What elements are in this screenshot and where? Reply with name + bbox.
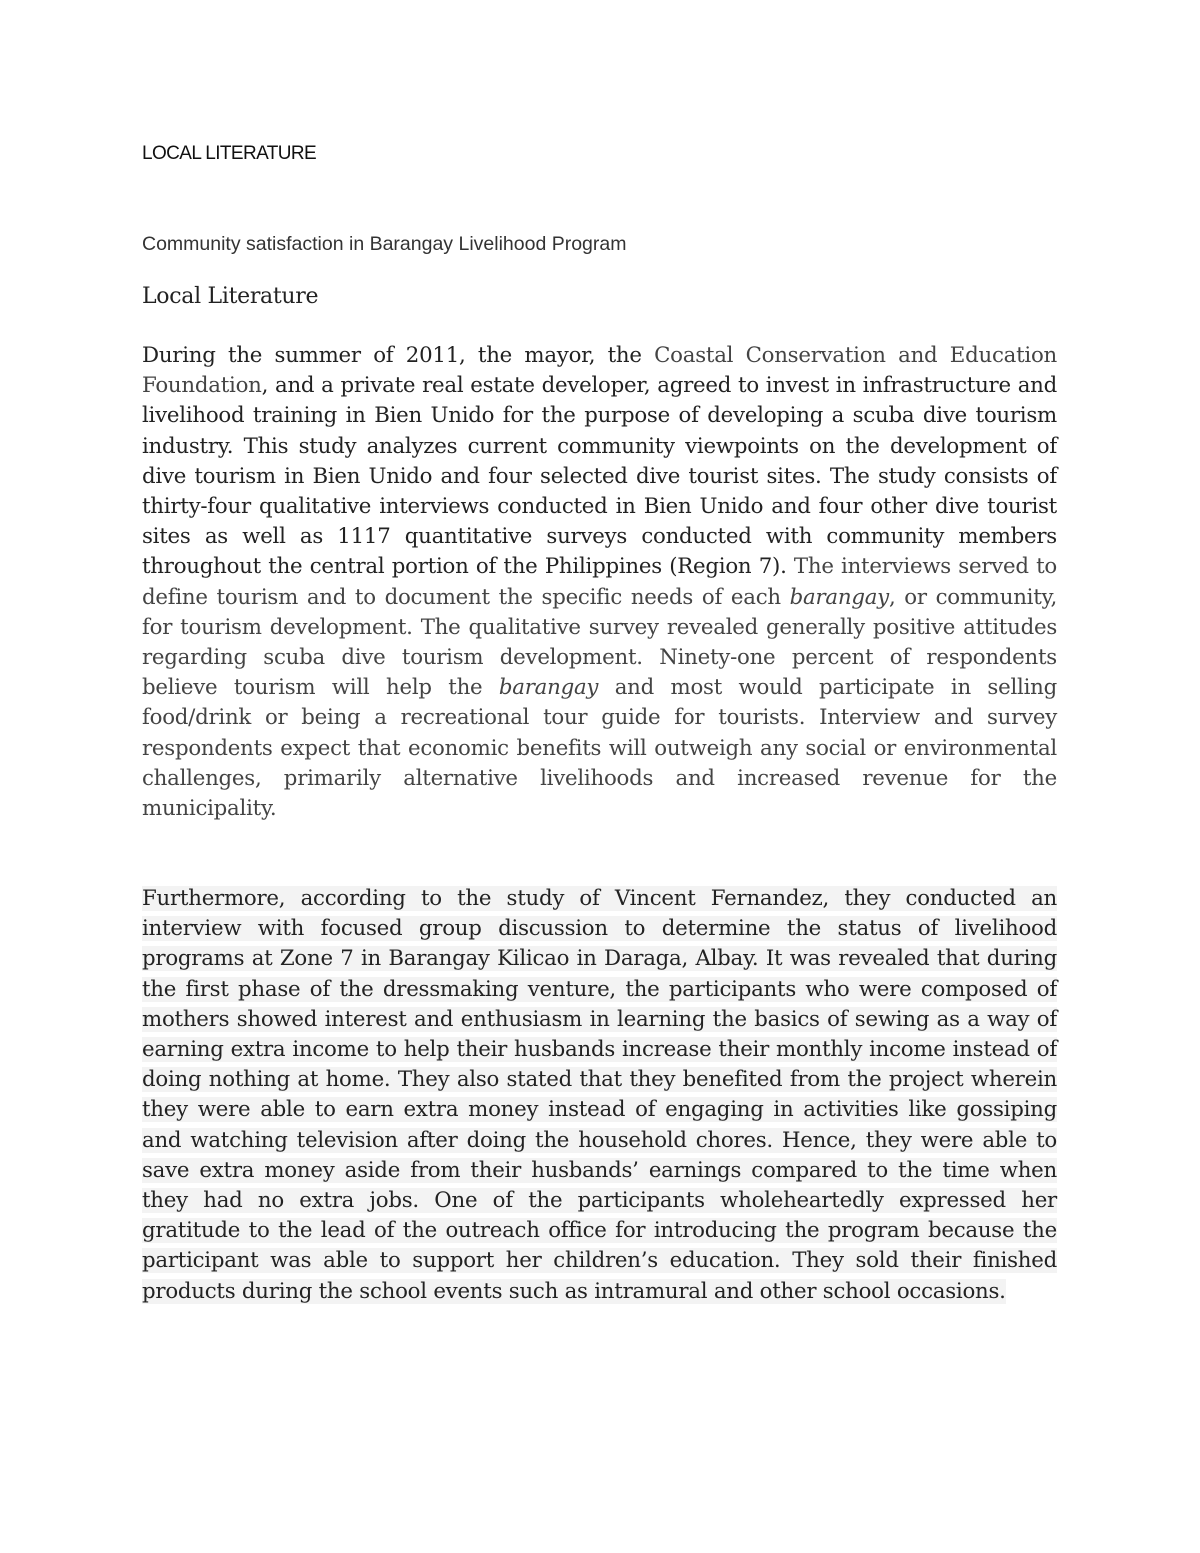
section-title: Local Literature [142,284,319,309]
paragraph-1-text-a: During the summer of 2011, the mayor, the [142,343,655,368]
paragraph-1-text-c: The interviews served to define tourism and to document the specific needs of each [142,554,1057,610]
paragraph-1-text-e: and most would participate in selling food/drink or being a recreational tour guide for tourists. Interview and survey respondents expect that economic benefits will outweigh any social or environmental challenges, primarily alternative livelihoods and increased revenue for the municipality. [142,675,1057,822]
paragraph-1-text-d: , or community, for tourism development. The qualitative survey revealed generally positive attitudes regarding scuba dive tourism development. Ninety-one percent of respondents believe tourism will help the [142,584,1057,701]
paragraph-2 [142,884,1057,1307]
paragraph-1-text-b: , and a private real estate developer, agreed to invest in infrastructure and livelihood training in Bien Unido for the purpose of developing a scuba dive tourism industry. This study analyzes current community viewpoints on the development of dive tourism in Bien Unido and four selected dive tourist sites. The study consists of thirty-four qualitative interviews conducted in Bien Unido and four other dive tourist sites as well as 1117 quantitative surveys conducted with community members throughout the central portion of the Philippines (Region 7). [142,373,1057,580]
organization-name: Coastal Conservation and Education Foundation [142,343,1057,399]
document-subtitle: Community satisfaction in Barangay Livelihood Program [142,233,627,255]
paragraph-2-text: Furthermore, according to the study of Vincent Fernandez, they conducted an interview with focused group discussion to determine the status of livelihood programs at Zone 7 in Barangay Kilicao in Daraga, Albay. It was revealed that during the first phase of the dressmaking venture, the participants who were composed of mothers showed interest and enthusiasm in learning the basics of sewing as a way of earning extra income to help their husbands increase their monthly income instead of doing nothing at home. They also stated that they benefited from the project wherein they were able to earn extra money instead of engaging in activities like gossiping and watching television after doing the household chores. Hence, they were able to save extra money aside from their husbands’ earnings compared to the time when they had no extra jobs. One of the participants wholeheartedly expressed her gratitude to the lead of the outreach office for introducing the program because the participant was able to support her children’s education. They sold their finished products during the school events such as intramural and other school occasions. [142,886,1057,1304]
paragraph-1 [142,341,1057,824]
barangay-term: barangay [498,675,599,701]
top-heading: LOCAL LITERATURE [142,143,317,164]
barangay-term: barangay [789,584,889,610]
